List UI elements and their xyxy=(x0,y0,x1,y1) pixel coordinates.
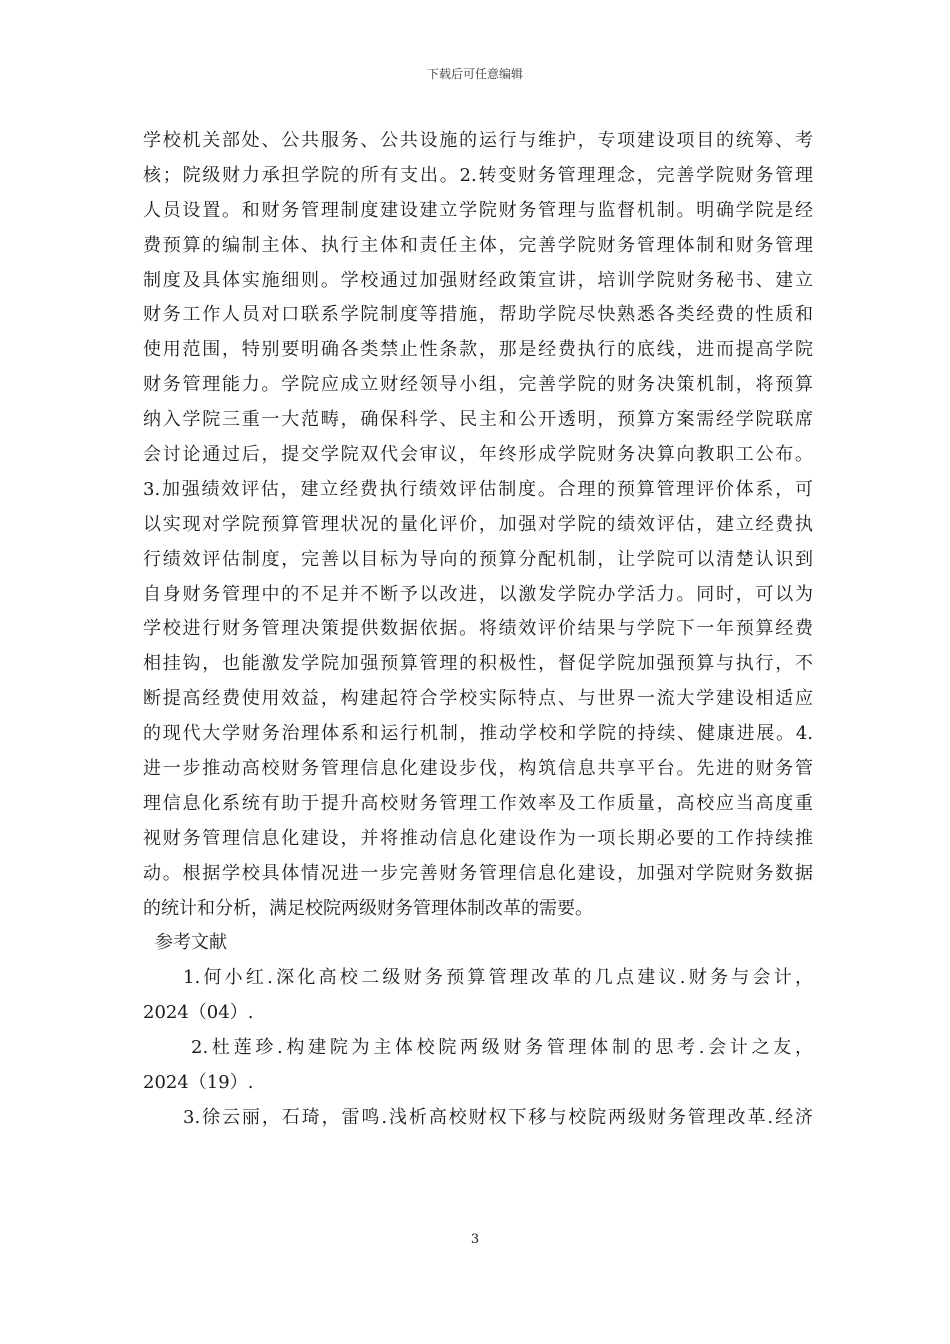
references-section xyxy=(143,926,813,1135)
reference-line: 2024（04）. xyxy=(143,1002,254,1024)
body-line: 的统计和分析，满足校院两级财务管理体制改革的需要。 xyxy=(143,897,593,919)
reference-item xyxy=(143,1101,813,1136)
body-line: 核；院级财力承担学院的所有支出。2.转变财务管理理念，完善学院财务管理 xyxy=(143,164,813,186)
body-line: 会讨论通过后，提交学院双代会审议，年终形成学院财务决算向教职工公布。 xyxy=(143,444,813,466)
page-header: 下载后可任意编辑 xyxy=(426,67,523,81)
body-line: 财务工作人员对口联系学院制度等措施，帮助学院尽快熟悉各类经费的性质和 xyxy=(143,304,813,326)
body-line: 费预算的编制主体、执行主体和责任主体，完善学院财务管理体制和财务管理 xyxy=(143,234,813,256)
body-line: 视财务管理信息化建设，并将推动信息化建设作为一项长期必要的工作持续推 xyxy=(143,827,813,849)
body-line: 断提高经费使用效益，构建起符合学校实际特点、与世界一流大学建设相适应 xyxy=(143,688,813,710)
reference-line: 2.杜莲珍.构建院为主体校院两级财务管理体制的思考.会计之友， xyxy=(191,1037,813,1059)
body-line: 进一步推动高校财务管理信息化建设步伐，构筑信息共享平台。先进的财务管 xyxy=(143,758,813,780)
body-line: 3.加强绩效评估，建立经费执行绩效评估制度。合理的预算管理评价体系，可 xyxy=(143,478,813,500)
body-line: 动。根据学校具体情况进一步完善财务管理信息化建设，加强对学院财务数据 xyxy=(143,862,813,884)
page-content xyxy=(143,124,813,1136)
body-line: 学校机关部处、公共服务、公共设施的运行与维护，专项建设项目的统筹、考 xyxy=(143,130,813,151)
body-line: 理信息化系统有助于提升高校财务管理工作效率及工作质量，高校应当高度重 xyxy=(143,792,813,814)
body-line: 相挂钩，也能激发学院加强预算管理的积极性，督促学院加强预算与执行，不 xyxy=(143,653,813,675)
references-heading: 参考文献 xyxy=(155,932,227,954)
reference-item xyxy=(143,961,813,1031)
body-line: 自身财务管理中的不足并不断予以改进，以激发学院办学活力。同时，可以为 xyxy=(143,583,813,605)
body-line: 行绩效评估制度，完善以目标为导向的预算分配机制，让学院可以清楚认识到 xyxy=(143,548,813,570)
reference-line: 1.何小红.深化高校二级财务预算管理改革的几点建议.财务与会计， xyxy=(183,967,813,989)
reference-line: 2024（19）. xyxy=(143,1072,254,1094)
body-line: 人员设置。和财务管理制度建设建立学院财务管理与监督机制。明确学院是经 xyxy=(143,199,813,221)
body-line: 纳入学院三重一大范畴，确保科学、民主和公开透明，预算方案需经学院联席 xyxy=(143,409,813,431)
body-line: 学校进行财务管理决策提供数据依据。将绩效评价结果与学院下一年预算经费 xyxy=(143,618,813,640)
reference-item xyxy=(143,1031,813,1101)
body-line: 的现代大学财务治理体系和运行机制，推动学校和学院的持续、健康进展。4. xyxy=(143,723,813,745)
page-number: 3 xyxy=(470,1232,480,1247)
body-line: 制度及具体实施细则。学校通过加强财经政策宣讲，培训学院财务秘书、建立 xyxy=(143,269,813,291)
body-line: 以实现对学院预算管理状况的量化评价，加强对学院的绩效评估，建立经费执 xyxy=(143,513,813,535)
body-text xyxy=(143,124,813,926)
reference-line: 3.徐云丽，石琦，雷鸣.浅析高校财权下移与校院两级财务管理改革.经济 xyxy=(183,1106,813,1128)
body-line: 使用范围，特别要明确各类禁止性条款，那是经费执行的底线，进而提高学院 xyxy=(143,339,813,361)
body-line: 财务管理能力。学院应成立财经领导小组，完善学院的财务决策机制，将预算 xyxy=(143,374,813,396)
